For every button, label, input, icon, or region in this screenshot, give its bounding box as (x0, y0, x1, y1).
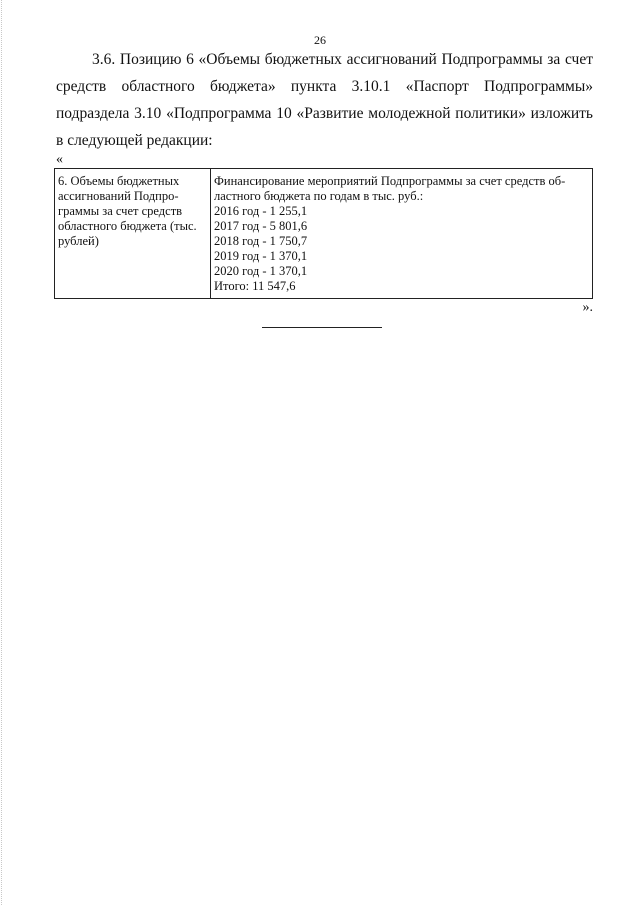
funding-year-2017: 2017 год - 5 801,6 (214, 219, 308, 233)
opening-quote: « (56, 152, 63, 167)
page-number: 26 (314, 33, 326, 47)
table-row (55, 169, 593, 299)
funding-total: Итого: 11 547,6 (214, 279, 296, 293)
scan-edge-artifact (1, 0, 2, 905)
position-label-cell: 6. Объемы бюджетных ассигнований Подпро-граммы за счет средств областного бюджета (тыс. рублей) (55, 169, 211, 299)
end-separator-line (262, 327, 382, 328)
passport-table (54, 168, 593, 299)
funding-cell (211, 169, 593, 299)
funding-year-2020: 2020 год - 1 370,1 (214, 264, 308, 278)
funding-year-2019: 2019 год - 1 370,1 (214, 249, 308, 263)
funding-year-2018: 2018 год - 1 750,7 (214, 234, 308, 248)
amendment-paragraph: 3.6. Позицию 6 «Объемы бюджетных ассигнований Подпрограммы за счет средств областного бюджета» пункта 3.10.1 «Паспорт Подпрограммы» подраздела 3.10 «Подпрограмма 10 «Развитие молодежной политики» изложить в следующей редакции: (56, 51, 593, 149)
funding-intro: Финансирование мероприятий Подпрограммы за счет средств об-ластного бюджета по годам в тыс. руб.: (214, 174, 566, 203)
closing-quote: ». (582, 300, 593, 315)
funding-year-2016: 2016 год - 1 255,1 (214, 204, 308, 218)
